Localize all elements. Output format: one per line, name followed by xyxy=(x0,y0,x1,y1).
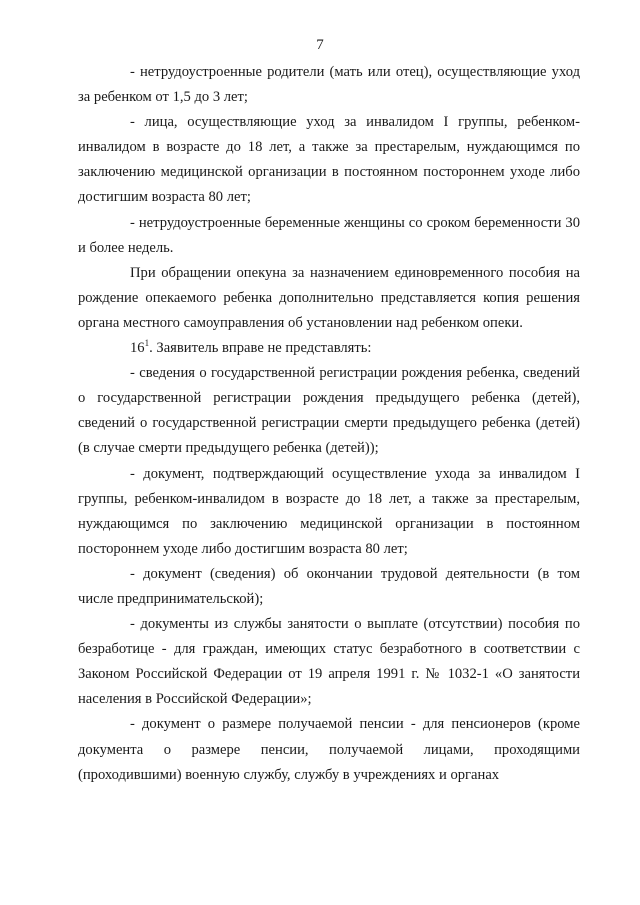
paragraph-employment-end: - документ (сведения) об окончании трудовой деятельности (в том числе предпринимательской); xyxy=(78,565,580,607)
paragraph-guardian: При обращении опекуна за назначением единовременного пособия на рождение опекаемого ребенка дополнительно представляется копия решения органа местного самоуправления об установлении над ребенком опеки. xyxy=(78,264,580,331)
paragraph-care-document: - документ, подтверждающий осуществление ухода за инвалидом I группы, ребенком-инвалидом в возрасте до 18 лет, а также за престарелым, нуждающимся по заключению медицинской организации в постоянном постороннем уходе либо достигшим возраста 80 лет; xyxy=(78,465,580,557)
clause-superscript: 1 xyxy=(144,338,150,349)
paragraph-pension: - документ о размере получаемой пенсии - для пенсионеров (кроме документа о размере пенсии, получаемой лицами, проходящими (проходившими) военную службу, службу в учреждениях и органах xyxy=(78,716,580,783)
page-number: 7 xyxy=(316,37,324,53)
clause-16-1 xyxy=(78,336,580,361)
clause-number: 16 xyxy=(130,340,145,357)
paragraph-unemployment-benefit: - документы из службы занятости о выплате (отсутствии) пособия по безработице - для граждан, имеющих статус безработного в соответствии с Законом Российской Федерации от 19 апреля 1991 г. № 1032-1 «О занятости населения в Российской Федерации»; xyxy=(78,616,580,708)
body-text xyxy=(78,60,580,788)
paragraph-birth-registration: - сведения о государственной регистрации рождения ребенка, сведений о государственной регистрации рождения предыдущего ребенка (детей), сведений о государственной регистрации смерти предыдущего ребенка (детей) (в случае смерти предыдущего ребенка (детей)); xyxy=(78,365,580,457)
paragraph-pregnant-women: - нетрудоустроенные беременные женщины со сроком беременности 30 и более недель. xyxy=(78,214,580,256)
clause-heading: . Заявитель вправе не представлять: xyxy=(149,340,372,357)
paragraph-caregivers: - лица, осуществляющие уход за инвалидом I группы, ребенком-инвалидом в возрасте до 18 лет, а также за престарелым, нуждающимся по заключению медицинской организации в постоянном постороннем уходе либо достигшим возраста 80 лет; xyxy=(78,114,580,206)
paragraph-parents: - нетрудоустроенные родители (мать или отец), осуществляющие уход за ребенком от 1,5 до 3 лет; xyxy=(78,64,580,106)
